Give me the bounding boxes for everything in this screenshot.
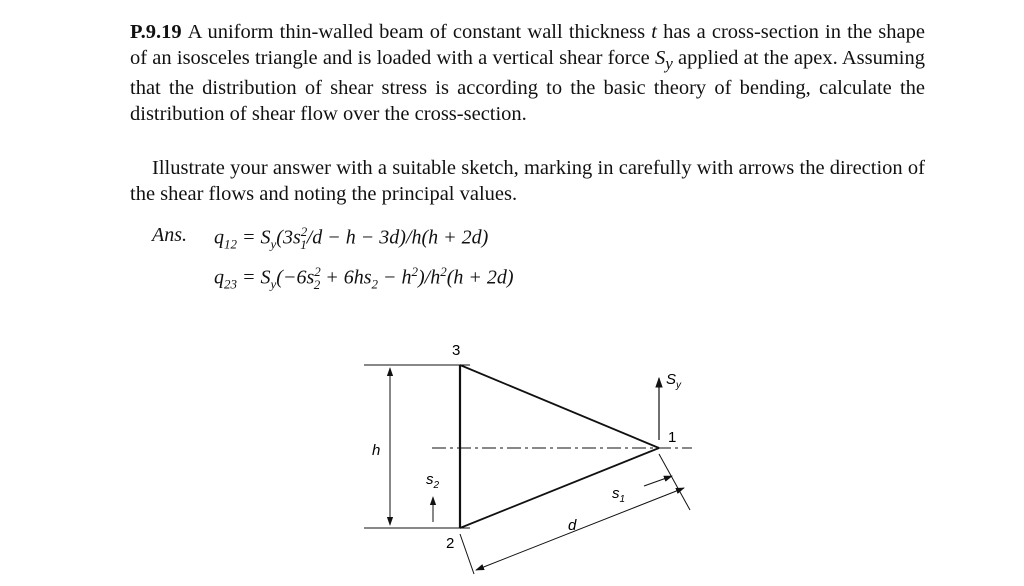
upper-flange-wall xyxy=(460,365,659,448)
eq2-lhs: q xyxy=(214,266,224,289)
s1-label: $s_1$ xyxy=(612,485,626,505)
problem-number: P.9.19 xyxy=(130,21,182,43)
sy-label: $S_y$ xyxy=(666,371,682,391)
problem-text-1: A uniform thin-walled beam of constant wall thickness xyxy=(187,21,652,43)
eq2-b-sub: 2 xyxy=(313,276,321,292)
s2-label: $s_2$ xyxy=(426,471,440,491)
eq2-b-sup: 2 xyxy=(314,264,321,279)
s1-arrow xyxy=(644,476,672,486)
eq2-e-sup: 2 xyxy=(440,264,447,279)
d-label: d xyxy=(568,517,577,534)
eq1-part-c: /d − h − 3d)/h(h + 2d) xyxy=(306,226,489,249)
eq2-part-b: (−6s xyxy=(276,266,315,289)
eq2-part-a: = S xyxy=(237,266,271,289)
node-3-label: 3 xyxy=(452,342,461,359)
d-extension-left xyxy=(460,534,474,574)
eq1-part-a: = S xyxy=(237,226,271,249)
problem-text-2: has a cross-section in the shape of an isosceles triangle and is loaded with a vertical shear force xyxy=(130,21,925,69)
d-extension-right xyxy=(659,454,690,510)
node-2-label: 2 xyxy=(446,535,455,552)
eq1-b-sub: 1 xyxy=(300,236,307,252)
h-label: h xyxy=(372,442,381,459)
d-dimension-line xyxy=(476,488,684,570)
eq1-lhs-sub: 12 xyxy=(224,236,237,252)
node-1-label: 1 xyxy=(668,429,677,446)
force-subscript: y xyxy=(665,53,673,73)
eq2-part-c: + 6hs xyxy=(320,266,372,289)
lower-flange-wall xyxy=(460,448,659,528)
eq1-part-b: (3s xyxy=(276,226,301,249)
eq2-lhs-sub: 23 xyxy=(224,276,237,292)
eq1-a-sub: y xyxy=(270,236,277,252)
eq2-part-e: )/h xyxy=(418,266,441,289)
instruction-paragraph: Illustrate your answer with a suitable sketch, marking in carefully with arrows the direction of the shear flows and noting the principal values. xyxy=(130,157,925,205)
eq2-d-sup: 2 xyxy=(411,264,419,279)
eq2-part-f: (h + 2d) xyxy=(446,266,514,289)
eq2-part-d: − h xyxy=(378,266,412,289)
problem-text-3: applied at the apex. Assuming that the distribution of shear stress is according to the basic theory of bending, calculate the distribution of shear flow over the cross-section. xyxy=(130,46,925,125)
eq1-lhs: q xyxy=(214,226,224,249)
thickness-symbol: t xyxy=(651,21,657,43)
eq1-b-sup: 2 xyxy=(300,224,308,239)
force-symbol: S xyxy=(654,46,666,69)
eq2-c-sub: 2 xyxy=(371,276,379,292)
answer-label: Ans. xyxy=(152,224,187,246)
eq2-a-sub: y xyxy=(270,276,277,292)
